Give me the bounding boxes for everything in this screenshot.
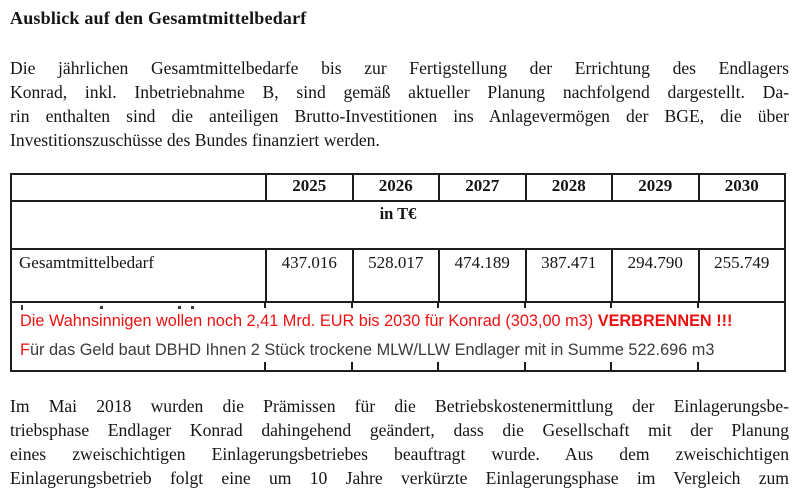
column-border-tick: [351, 303, 353, 308]
value-cell: 528.017: [353, 249, 440, 302]
column-border-tick: [437, 362, 439, 370]
value-cell: 437.016: [266, 249, 353, 302]
year-header: 2029: [612, 174, 699, 201]
annotation-line-2-initial: F: [20, 341, 30, 359]
column-border-tick: [524, 303, 526, 308]
column-border-tick: [524, 362, 526, 370]
paragraph-line: Investitionszuschüsse des Bundes finanziert werden.: [10, 130, 380, 150]
value-cell: 294.790: [612, 249, 699, 302]
paragraph-line: triebsphase Endlager Konrad dahingehend geändert, dass die Gesellschaft mit der Planung: [10, 420, 789, 440]
column-border-tick: [697, 303, 699, 308]
column-border-tick: [610, 303, 612, 308]
annotation-overlay-row: [11, 302, 785, 371]
year-header: 2026: [353, 174, 440, 201]
paragraph-line: Die jährlichen Gesamtmittelbedarfe bis zur Fertigstellung der Errichtung des Endlagers: [10, 58, 789, 78]
column-border-tick: [697, 362, 699, 370]
annotation-overlay-cell: [11, 302, 785, 371]
row-label-cell: Gesamtmittelbedarf: [11, 249, 266, 302]
table-row: [11, 249, 785, 302]
column-border-tick: [610, 362, 612, 370]
paragraph-line: Einlagerungsbetrieb folgt eine um 10 Jahre verkürzte Einlagerungsphase im Vergleich zum: [10, 468, 789, 488]
intro-paragraph: [10, 56, 789, 152]
covered-text-remnant: [191, 306, 194, 309]
paragraph-line: rin enthalten sind die anteiligen Brutto-Investitionen ins Anlagevermögen der BGE, die über: [10, 106, 789, 126]
document-title: Ausblick auf den Gesamtmittelbedarf: [10, 8, 307, 28]
year-header: 2028: [526, 174, 613, 201]
covered-text-remnant: [21, 305, 23, 310]
annotation-line-1: [20, 312, 732, 331]
closing-paragraph: [10, 394, 789, 490]
column-border-tick: [264, 303, 266, 308]
year-header: 2025: [266, 174, 353, 201]
year-header: 2030: [699, 174, 786, 201]
annotation-line-2-text: ür das Geld baut DBHD Ihnen 2 Stück trockene MLW/LLW Endlager mit in Summe 522.696 m3: [29, 341, 715, 359]
covered-text-remnant: [178, 306, 181, 309]
unit-row: [11, 201, 785, 249]
annotation-line-2: [20, 341, 714, 360]
annotation-line-1-text: Die Wahnsinnigen wollen noch 2,41 Mrd. EUR bis 2030 für Konrad (303,00 m3): [20, 312, 598, 330]
table-header-row: [11, 174, 785, 201]
paragraph-line: Im Mai 2018 wurden die Prämissen für die Betriebskostenermittlung der Einlagerungsbe-: [10, 396, 789, 416]
annotation-line-1-emphasis: VERBRENNEN !!!: [597, 312, 733, 330]
paragraph-line: Konrad, inkl. Inbetriebnahme B, sind gemäß aktueller Planung nachfolgend dargestellt. Da-: [10, 82, 789, 102]
year-header: 2027: [439, 174, 526, 201]
covered-text-remnant: [100, 306, 103, 309]
value-cell: 387.471: [526, 249, 613, 302]
paragraph-line: eines zweischichtigen Einlagerungsbetriebes beauftragt wurde. Aus dem zweischichtigen: [10, 444, 789, 464]
unit-label-cell: in T€: [11, 201, 785, 249]
column-border-tick: [264, 362, 266, 370]
column-border-tick: [351, 362, 353, 370]
column-border-tick: [437, 303, 439, 308]
value-cell: 474.189: [439, 249, 526, 302]
corner-cell: [11, 174, 266, 201]
value-cell: 255.749: [699, 249, 786, 302]
funding-table: [10, 173, 786, 372]
